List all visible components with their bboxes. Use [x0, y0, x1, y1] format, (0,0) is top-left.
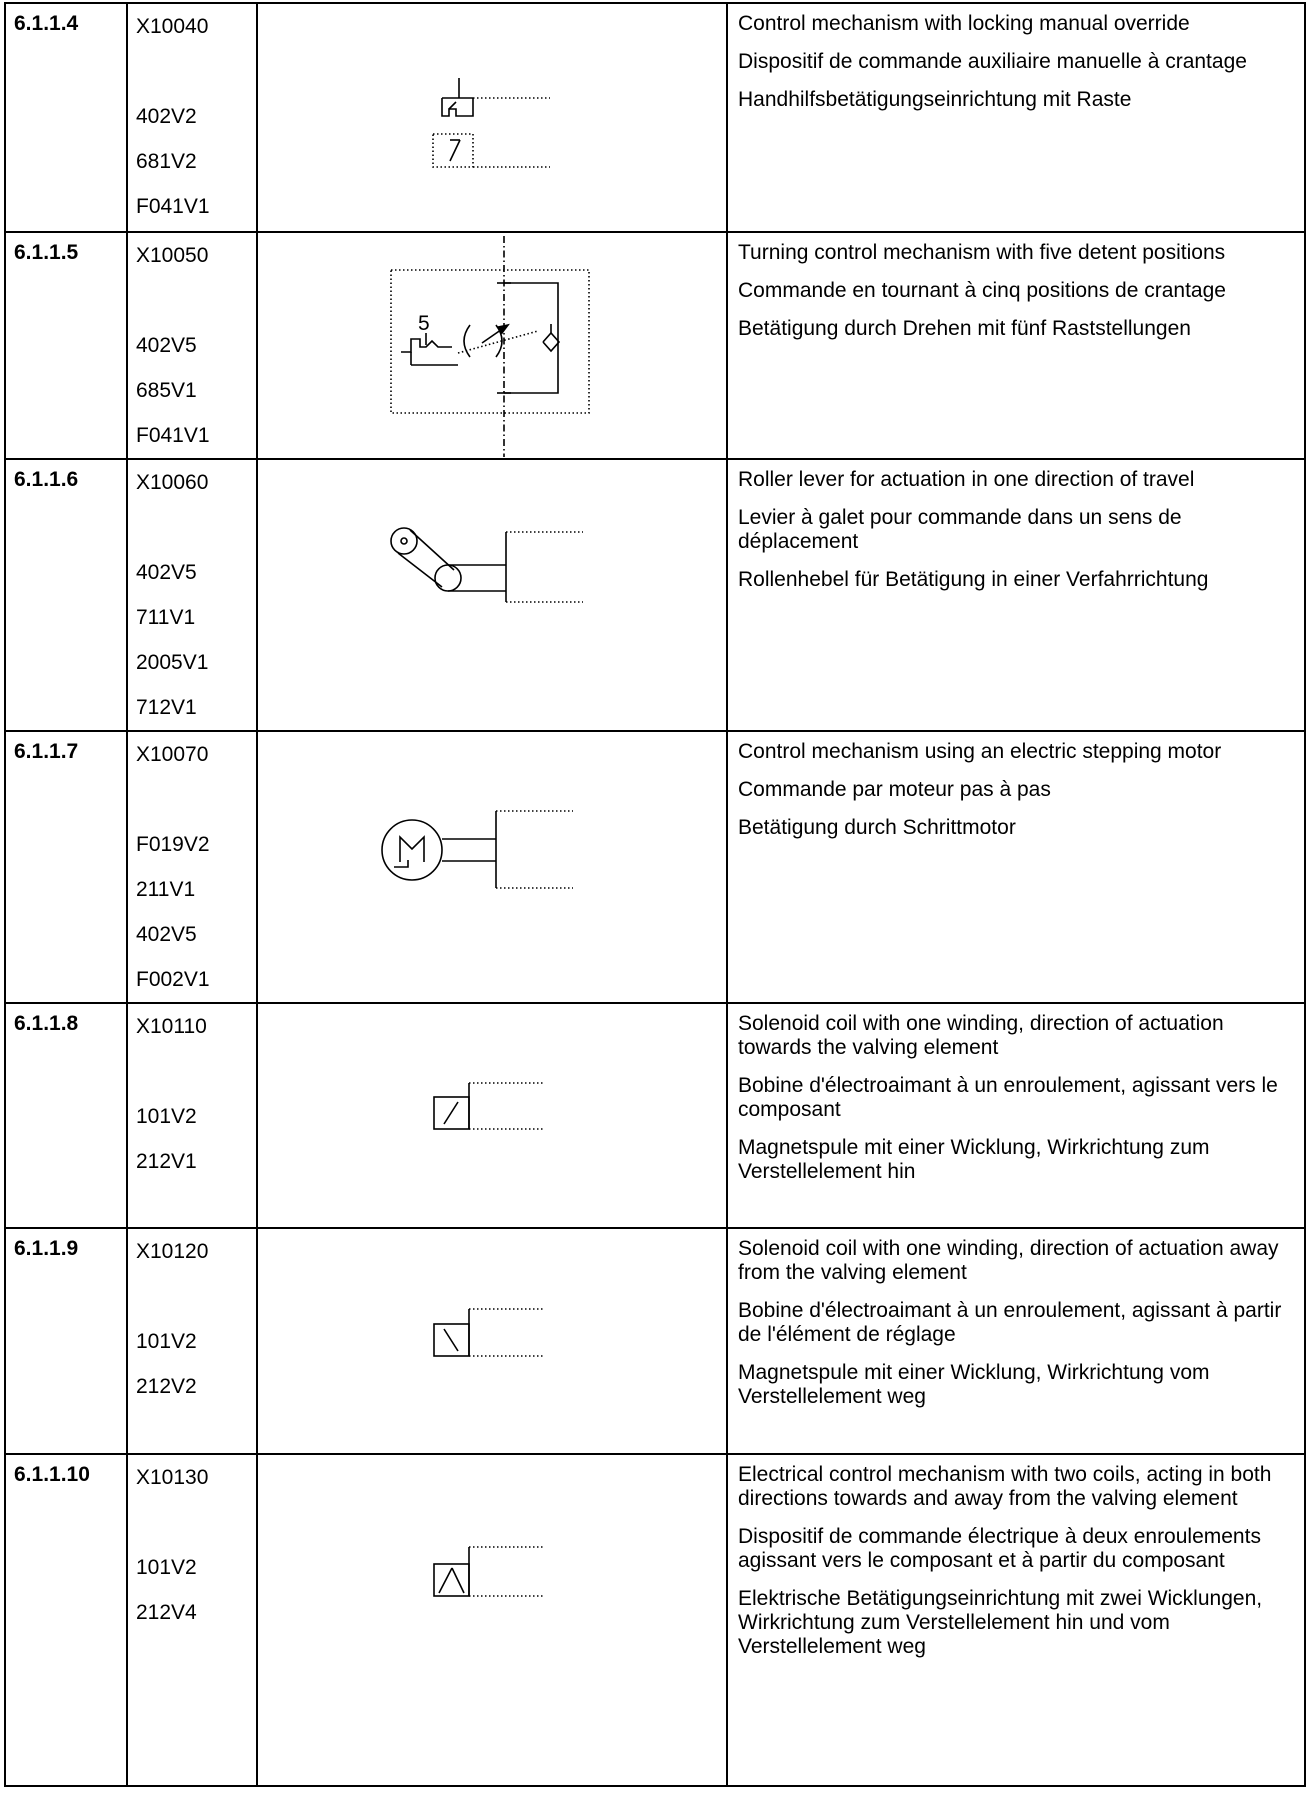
description-fr: Levier à galet pour commande dans un sens de déplacement — [738, 506, 1182, 553]
two-coil-solenoid-symbol-icon — [258, 1455, 728, 1787]
code: 402V5 — [136, 923, 197, 946]
code: 711V1 — [136, 606, 196, 629]
description-en: Control mechanism with locking manual override — [738, 12, 1190, 35]
detent-count-label: 5 — [418, 312, 430, 335]
symbol-cell — [257, 232, 727, 459]
reference-codes — [127, 3, 257, 232]
description-en: Solenoid coil with one winding, direction of actuation away from the valving element — [738, 1237, 1279, 1284]
symbol-cell — [257, 3, 727, 232]
description-en: Electrical control mechanism with two coils, acting in both directions towards and away from the valving element — [738, 1463, 1272, 1510]
code: 101V2 — [136, 1330, 197, 1353]
description-fr: Bobine d'électroaimant à un enroulement, agissant à partir de l'élément de réglage — [738, 1299, 1282, 1346]
description-fr: Dispositif de commande électrique à deux enroulements agissant vers le composant et à partir du composant — [738, 1525, 1261, 1572]
clause-number: 6.1.1.9 — [5, 1228, 127, 1454]
manual-override-locking-symbol-icon — [258, 4, 728, 233]
description-en: Roller lever for actuation in one direction of travel — [738, 468, 1195, 491]
description-en: Control mechanism using an electric stepping motor — [738, 740, 1222, 763]
clause-number: 6.1.1.5 — [5, 232, 127, 459]
code: X10110 — [136, 1015, 207, 1038]
description-cell — [727, 459, 1305, 731]
symbol-cell — [257, 731, 727, 1003]
reference-codes — [127, 731, 257, 1003]
clause-number: 6.1.1.4 — [5, 3, 127, 232]
symbol-cell — [257, 1003, 727, 1228]
description-de: Rollenhebel für Betätigung in einer Verfahrrichtung — [738, 568, 1209, 591]
reference-codes — [127, 1228, 257, 1454]
table-row — [5, 1003, 1305, 1228]
code: 101V2 — [136, 1105, 197, 1128]
table-row — [5, 1228, 1305, 1454]
description-cell — [727, 3, 1305, 232]
code: F019V2 — [136, 833, 210, 856]
description-cell — [727, 1454, 1305, 1786]
table-row — [5, 731, 1305, 1003]
code: X10040 — [136, 15, 209, 38]
description-en: Turning control mechanism with five detent positions — [738, 241, 1226, 264]
code: 685V1 — [136, 379, 197, 402]
description-de: Handhilfsbetätigungseinrichtung mit Raste — [738, 88, 1132, 111]
table-row — [5, 459, 1305, 731]
code: F002V1 — [136, 968, 210, 991]
code: X10120 — [136, 1240, 209, 1263]
description-fr: Dispositif de commande auxiliaire manuelle à crantage — [738, 50, 1247, 73]
description-cell — [727, 232, 1305, 459]
clause-number: 6.1.1.6 — [5, 459, 127, 731]
description-de: Magnetspule mit einer Wicklung, Wirkrichtung vom Verstellelement weg — [738, 1361, 1210, 1408]
code: 212V1 — [136, 1150, 197, 1173]
code: X10070 — [136, 743, 209, 766]
symbol-cell — [257, 1228, 727, 1454]
code: 101V2 — [136, 1556, 197, 1579]
table-row — [5, 1454, 1305, 1786]
code: F041V1 — [136, 195, 210, 218]
symbol-table — [4, 2, 1306, 1787]
clause-number: 6.1.1.10 — [5, 1454, 127, 1786]
table-row — [5, 3, 1305, 232]
solenoid-coil-towards-symbol-icon — [258, 1004, 728, 1229]
table-row — [5, 232, 1305, 459]
code: 402V5 — [136, 334, 197, 357]
symbol-cell — [257, 459, 727, 731]
code: 211V1 — [136, 878, 196, 901]
reference-codes — [127, 1003, 257, 1228]
description-cell — [727, 1228, 1305, 1454]
code: 2005V1 — [136, 651, 209, 674]
code: 402V5 — [136, 561, 197, 584]
clause-number: 6.1.1.8 — [5, 1003, 127, 1228]
code: X10060 — [136, 471, 209, 494]
code: X10050 — [136, 244, 209, 267]
description-de: Betätigung durch Drehen mit fünf Raststellungen — [738, 317, 1191, 340]
code: X10130 — [136, 1466, 209, 1489]
code: 712V1 — [136, 696, 197, 719]
code: 212V4 — [136, 1601, 197, 1624]
reference-codes — [127, 232, 257, 459]
clause-number: 6.1.1.7 — [5, 731, 127, 1003]
stepping-motor-symbol-icon — [258, 732, 728, 1004]
code: 402V2 — [136, 105, 197, 128]
description-cell — [727, 1003, 1305, 1228]
code: F041V1 — [136, 424, 210, 447]
turning-control-five-detent-symbol-icon — [258, 233, 728, 460]
reference-codes — [127, 459, 257, 731]
solenoid-coil-away-symbol-icon — [258, 1229, 728, 1455]
description-fr: Bobine d'électroaimant à un enroulement, agissant vers le composant — [738, 1074, 1278, 1121]
description-fr: Commande en tournant à cinq positions de crantage — [738, 279, 1226, 302]
description-de: Magnetspule mit einer Wicklung, Wirkrichtung zum Verstellelement hin — [738, 1136, 1210, 1183]
symbol-cell — [257, 1454, 727, 1786]
reference-codes — [127, 1454, 257, 1786]
code: 681V2 — [136, 150, 197, 173]
code: 212V2 — [136, 1375, 197, 1398]
description-cell — [727, 731, 1305, 1003]
roller-lever-symbol-icon — [258, 460, 728, 730]
description-de: Betätigung durch Schrittmotor — [738, 816, 1016, 839]
description-en: Solenoid coil with one winding, direction of actuation towards the valving element — [738, 1012, 1224, 1059]
description-de: Elektrische Betätigungseinrichtung mit zwei Wicklungen, Wirkrichtung zum Verstellelement hin und vom Verstellelement weg — [738, 1587, 1263, 1658]
description-fr: Commande par moteur pas à pas — [738, 778, 1051, 801]
